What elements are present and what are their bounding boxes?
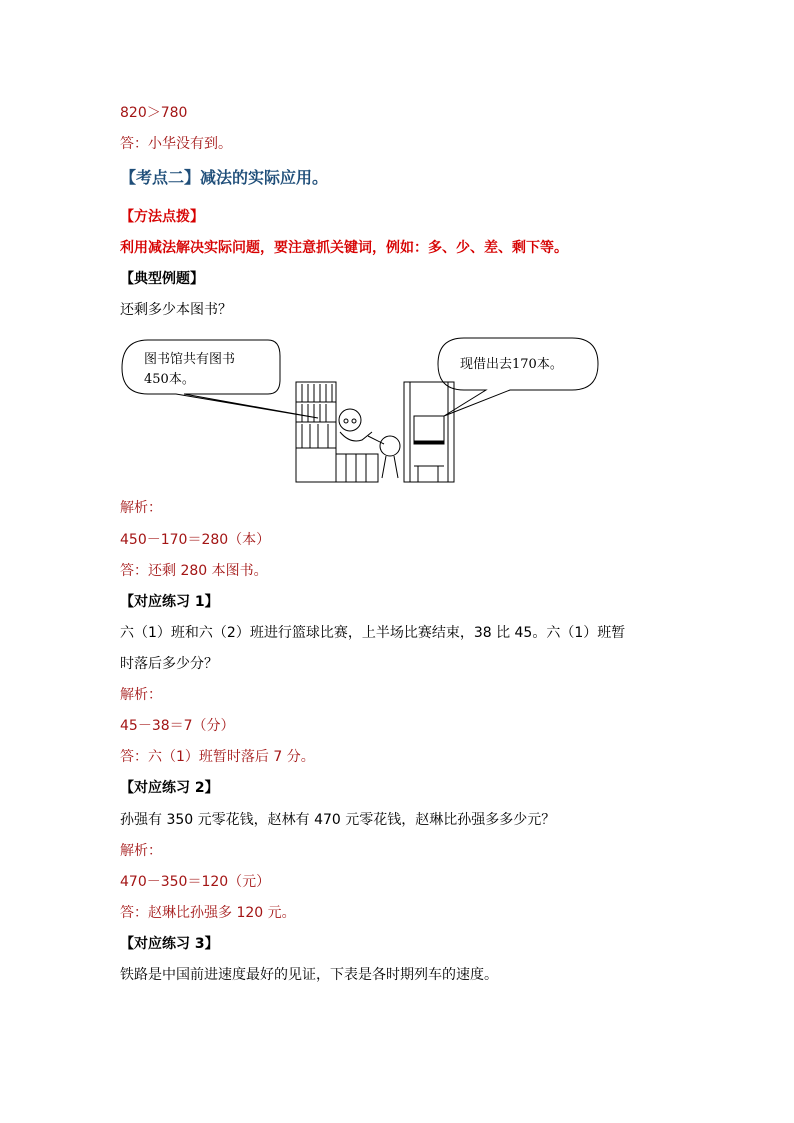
analysis-label: 解析： xyxy=(120,843,162,859)
practice-2-equation: 470－350＝120（元） xyxy=(120,874,271,890)
answer-line: 答：小华没有到。 xyxy=(120,136,232,152)
library-illustration xyxy=(118,336,600,484)
example-heading: 【典型例题】 xyxy=(120,271,204,287)
practice-3-heading: 【对应练习 3】 xyxy=(120,936,219,952)
practice-1-heading: 【对应练习 1】 xyxy=(120,594,219,610)
left-bubble-text-1: 图书馆共有图书 xyxy=(144,352,236,367)
right-bubble-text: 现借出去170本。 xyxy=(460,357,563,372)
librarian-drawing xyxy=(339,409,372,441)
practice-1-equation: 45－38＝7（分） xyxy=(120,718,235,734)
analysis-label: 解析： xyxy=(120,500,162,516)
comparison-line: 820＞780 xyxy=(120,105,188,121)
practice-1-question-line2: 时落后多少分？ xyxy=(120,656,218,672)
solution-answer: 答：还剩 280 本图书。 xyxy=(120,563,268,579)
bookshelf-drawing xyxy=(296,382,378,482)
practice-2-answer: 答：赵琳比孙强多 120 元。 xyxy=(120,905,296,921)
analysis-label: 解析： xyxy=(120,687,162,703)
solution-equation: 450－170＝280（本） xyxy=(120,532,271,548)
right-speech-bubble xyxy=(438,338,598,416)
practice-1-question-line1: 六（1）班和六（2）班进行篮球比赛，上半场比赛结束，38 比 45。六（1）班暂 xyxy=(120,625,626,641)
practice-3-question: 铁路是中国前进速度最好的见证，下表是各时期列车的速度。 xyxy=(120,967,498,983)
practice-2-question: 孙强有 350 元零花钱，赵林有 470 元零花钱，赵琳比孙强多多少元？ xyxy=(120,812,556,828)
method-heading: 【方法点拨】 xyxy=(120,209,204,225)
practice-2-heading: 【对应练习 2】 xyxy=(120,780,219,796)
child-drawing xyxy=(368,436,400,478)
section-heading: 【考点二】减法的实际应用。 xyxy=(120,168,329,187)
practice-1-answer: 答：六（1）班暂时落后 7 分。 xyxy=(120,749,315,765)
window-drawing xyxy=(404,382,454,482)
example-question: 还剩多少本图书？ xyxy=(120,302,232,318)
method-text: 利用减法解决实际问题，要注意抓关键词，例如：多、少、差、剩下等。 xyxy=(120,240,568,256)
left-bubble-text-2: 450本。 xyxy=(144,372,195,387)
